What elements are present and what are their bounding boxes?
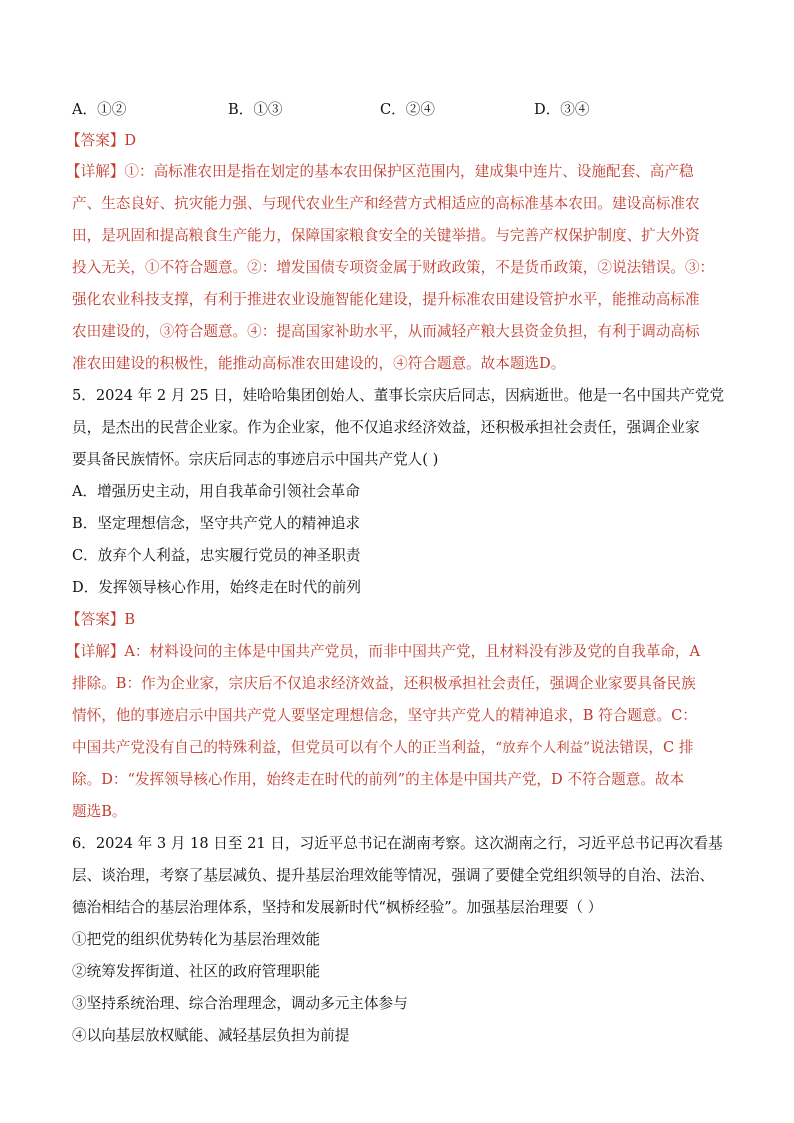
q5-detail-label: 【详解】 [66, 643, 125, 660]
q4-option-d: D．③④ [534, 101, 590, 118]
q4-detail-label: 【详解】 [66, 163, 125, 180]
q5-detail-line-5: 除。D：“发挥领导核心作用，始终走在时代的前列”的主体是中国共产党，D 不符合题意。故本 [72, 771, 685, 788]
q4-detail-line-2: 产、生态良好、抗灾能力强、与现代农业生产和经营方式相适应的高标准基本农田。建设高标准农 [72, 195, 700, 212]
q6-item-3: ③坚持系统治理、综合治理理念，调动多元主体参与 [72, 995, 408, 1012]
q6-item-1: ①把党的组织优势转化为基层治理效能 [72, 931, 321, 948]
q6-stem-line-1: 6．2024 年 3 月 18 日至 21 日，习近平总书记在湖南考察。这次湖南之行，习近平总书记再次看基 [72, 835, 723, 852]
q5-option-c: C．放弃个人利益，忠实履行党员的神圣职责 [72, 547, 361, 564]
q5-detail-line-6: 题选B。 [72, 803, 127, 820]
q4-detail-line-6: 农田建设的，③符合题意。④：提高国家补助水平，从而减轻产粮大县资金负担，有利于调动高标 [72, 323, 700, 340]
q4-option-c: C．②④ [380, 101, 435, 118]
q5-option-d: D．发挥领导核心作用，始终走在时代的前列 [72, 579, 361, 596]
q5-detail-line-4: 中国共产党没有自己的特殊利益，但党员可以有个人的正当利益，“放弃个人利益”说法错误，C 排 [72, 739, 694, 756]
q6-item-4: ④以向基层放权赋能、减轻基层负担为前提 [72, 1027, 350, 1044]
q5-detail-line-1: 【详解】A：材料设问的主体是中国共产党员，而非中国共产党，且材料没有涉及党的自我革命，A [66, 643, 701, 660]
q5-detail-line-3: 情怀，他的事迹启示中国共产党人要坚定理想信念，坚守共产党人的精神追求，B 符合题意。C： [72, 707, 697, 724]
q6-stem-line-3: 德治相结合的基层治理体系，坚持和发展新时代“枫桥经验”。加强基层治理要（ ） [72, 899, 603, 916]
q4-detail-line-4: 投入无关，①不符合题意。②：增发国债专项资金属于财政政策，不是货币政策，②说法错误。③： [72, 259, 715, 276]
q5-option-b: B．坚定理想信念，坚守共产党人的精神追求 [72, 515, 361, 532]
q5-stem-line-1: 5．2024 年 2 月 25 日，娃哈哈集团创始人、董事长宗庆后同志，因病逝世。他是一名中国共产党党 [72, 387, 725, 404]
q4-answer [66, 131, 716, 151]
q5-stem-line-3: 要具备民族情怀。宗庆后同志的事迹启示中国共产党人( ) [72, 451, 439, 468]
q5-option-a: A．增强历史主动，用自我革命引领社会革命 [72, 483, 360, 500]
q4-detail-line-3: 田，是巩固和提高粮食生产能力，保障国家粮食安全的关键举措。与完善产权保护制度、扩大外资 [72, 227, 700, 244]
q4-option-a: A．①② [72, 101, 127, 118]
q5-answer [66, 610, 716, 630]
q4-answer-label: 【答案】 [66, 132, 125, 149]
q6-stem-line-2: 层、谈治理，考察了基层减负、提升基层治理效能等情况，强调了要健全党组织领导的自治、法治、 [72, 867, 715, 884]
q5-stem-line-2: 员，是杰出的民营企业家。作为企业家，他不仅追求经济效益，还积极承担社会责任，强调企业家 [72, 419, 700, 436]
q4-detail-line-1: 【详解】①：高标准农田是指在划定的基本农田保护区范围内，建成集中连片、设施配套、高产稳 [66, 163, 694, 180]
q5-answer-label: 【答案】 [66, 611, 125, 628]
q5-answer-value: B [124, 611, 136, 628]
q5-detail-line-2: 排除。B：作为企业家，宗庆后不仅追求经济效益，还积极承担社会责任，强调企业家要具备民族 [72, 675, 696, 692]
q4-option-b: B．①③ [228, 101, 283, 118]
q6-item-2: ②统筹发挥街道、社区的政府管理职能 [72, 963, 321, 980]
q4-detail-line-7: 准农田建设的积极性，能推动高标准农田建设的，④符合题意。故本题选D。 [72, 355, 566, 372]
q5-quoted-option: “放弃个人利益” [495, 740, 591, 756]
q4-answer-value: D [124, 132, 137, 149]
q4-detail-line-5: 强化农业科技支撑，有利于推进农业设施智能化建设，提升标准农田建设管护水平，能推动高标准 [72, 291, 700, 308]
